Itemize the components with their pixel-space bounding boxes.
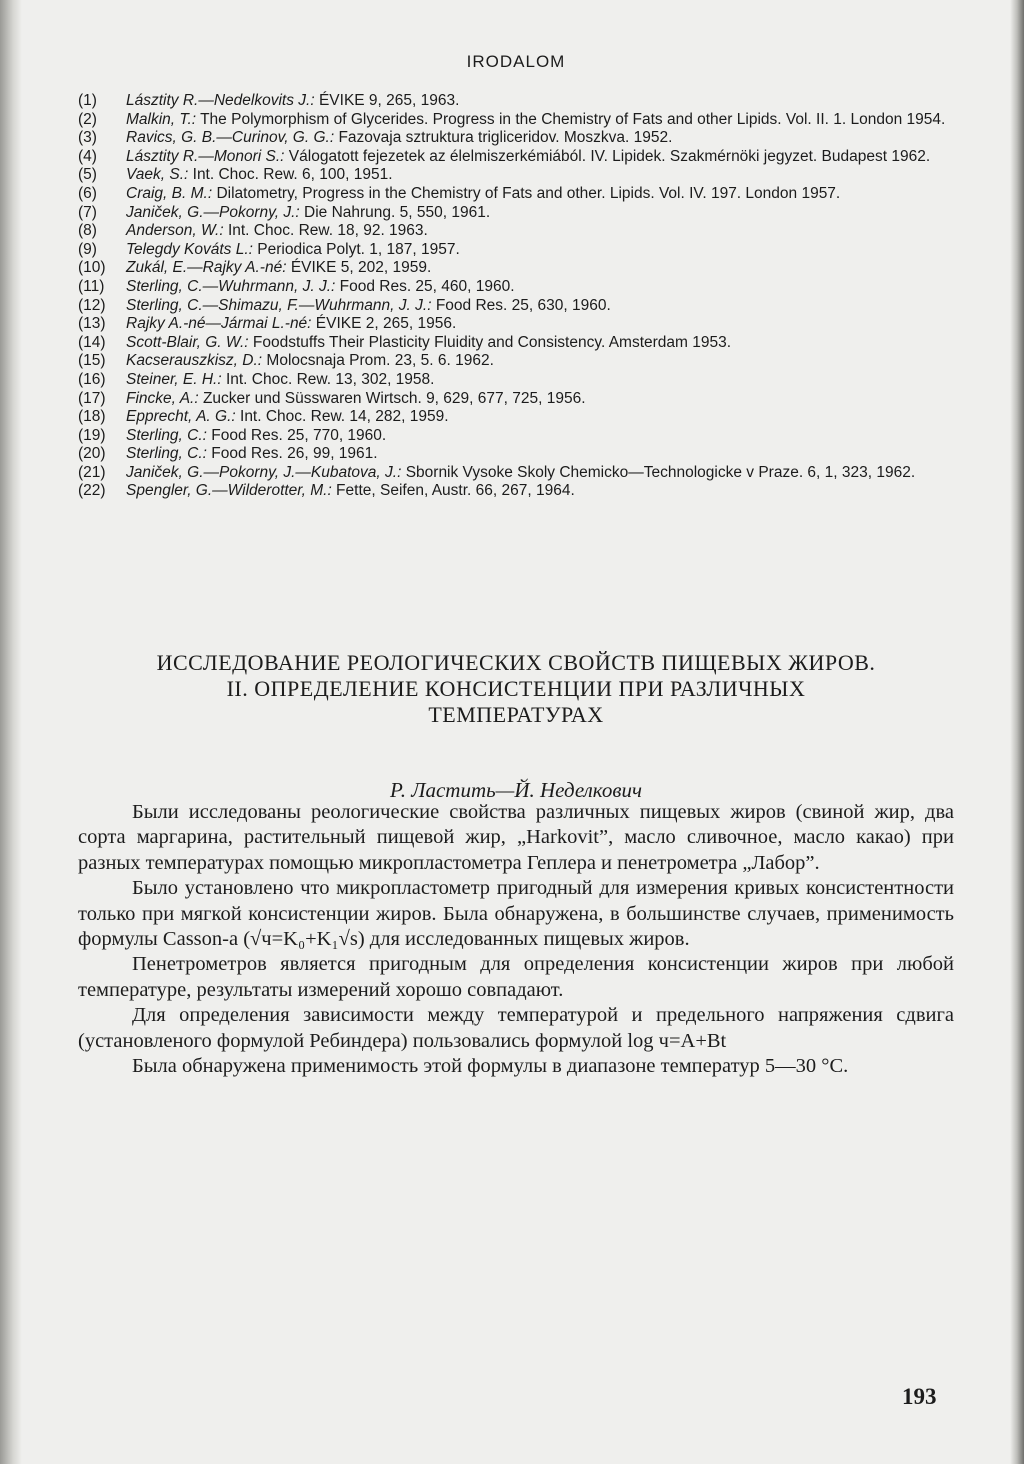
reference-number: (8) [78,222,97,240]
reference-item [78,111,954,130]
reference-item [78,334,954,353]
abstract-paragraph: Для определения зависимости между температурой и предельного напряжения сдвига (установленого формулой Ребиндера) пользовались формулой log ч=A+Bt [78,1004,954,1052]
reference-source: Food Res. 25, 770, 1960. [206,426,387,444]
reference-source: Molocsnaja Prom. 23, 5. 6. 1962. [262,352,494,370]
reference-number: (21) [78,463,106,481]
reference-number: (4) [78,147,97,165]
reference-source: Zucker und Süsswaren Wirtsch. 9, 629, 677, 725, 1956. [198,389,586,407]
reference-authors: Steiner, E. H.: [126,370,222,388]
reference-item [78,166,954,185]
reference-item [78,297,954,316]
reference-source: ÉVIKE 2, 265, 1956. [311,315,457,333]
abstract [78,800,954,1079]
reference-text [126,427,954,446]
reference-text [126,408,954,427]
reference-number: (9) [78,240,97,258]
reference-authors: Kacserauszkisz, D.: [126,352,263,370]
reference-text [126,241,954,260]
reference-item [78,445,954,464]
reference-authors: Janiček, G.—Pokorny, J.: [126,203,300,221]
reference-text [126,185,954,204]
reference-authors: Scott-Blair, G. W.: [126,333,249,351]
article-title [78,650,954,728]
reference-item [78,222,954,241]
reference-text [126,352,954,371]
reference-number: (14) [78,333,106,351]
article-title-line: II. ОПРЕДЕЛЕНИЕ КОНСИСТЕНЦИИ ПРИ РАЗЛИЧНЫХ [226,676,806,701]
reference-item [78,278,954,297]
reference-text [126,111,954,130]
reference-text [126,204,954,223]
reference-item [78,371,954,390]
reference-authors: Lásztity R.—Nedelkovits J.: [126,92,315,109]
reference-authors: Vaek, S.: [126,166,189,184]
reference-authors: Sterling, C.: [126,426,207,444]
reference-source: Válogatott fejezetek az élelmiszerkémiából. IV. Lipidek. Szakmérnöki jegyzet. Budapest 1962. [284,147,931,165]
reference-text [126,390,954,409]
reference-text [126,482,954,501]
scan-right-edge-shadow [1010,0,1024,1464]
reference-authors: Spengler, G.—Wilderotter, M.: [126,482,332,500]
reference-number: (17) [78,389,106,407]
reference-number: (10) [78,259,106,277]
reference-authors: Epprecht, A. G.: [126,408,236,426]
abstract-paragraph: Было установлено что микропластометр пригодный для измерения кривых консистентности только при мягкой консистенции жиров. Была обнаружена, в большинстве случаев, применимость формулы Casson-а (√ч=K₀+K₁√s) для исследованных пищевых жиров. [78,877,954,951]
reference-authors: Sterling, C.—Shimazu, F.—Wuhrmann, J. J.: [126,296,432,314]
scan-left-edge-shadow [0,0,22,1464]
reference-number: (2) [78,110,97,128]
reference-number: (22) [78,482,106,500]
section-title: IRODALOM [466,52,566,71]
reference-number: (12) [78,296,106,314]
reference-text [126,464,954,483]
reference-text [126,92,954,111]
abstract-paragraph: Были исследованы реологические свойства различных пищевых жиров (свиной жир, два сорта маргарина, растительный пищевой жир, „Harkovit”, масло сливочное, масло какао) при разных температурах помощью микропластометра Геплера и пенетрометра „Лабор”. [78,801,954,874]
reference-source: Int. Choc. Rew. 13, 302, 1958. [221,370,435,388]
reference-number: (6) [78,184,97,202]
reference-item [78,390,954,409]
reference-source: Food Res. 25, 630, 1960. [431,296,611,314]
reference-text [126,129,954,148]
reference-item [78,315,954,334]
reference-item [78,241,954,260]
reference-text [126,259,954,278]
reference-item [78,482,954,501]
reference-authors: Rajky A.-né—Jármai L.-né: [126,315,312,333]
reference-text [126,315,954,334]
reference-source: Int. Choc. Rew. 6, 100, 1951. [188,166,393,184]
reference-authors: Sterling, C.—Wuhrmann, J. J.: [126,277,336,295]
reference-source: Int. Choc. Rew. 14, 282, 1959. [235,408,449,426]
article-title-line: ИССЛЕДОВАНИЕ РЕОЛОГИЧЕСКИХ СВОЙСТВ ПИЩЕВЫХ ЖИРОВ. [156,650,876,675]
reference-number: (1) [78,92,97,109]
reference-source: Fette, Seifen, Austr. 66, 267, 1964. [331,482,575,500]
reference-text [126,148,954,167]
reference-source: ÉVIKE 5, 202, 1959. [286,259,432,277]
reference-text [126,278,954,297]
reference-source: ÉVIKE 9, 265, 1963. [314,92,460,109]
reference-text [126,334,954,353]
reference-item [78,129,954,148]
reference-number: (20) [78,445,106,463]
reference-number: (5) [78,166,97,184]
reference-authors: Craig, B. M.: [126,184,213,202]
reference-text [126,166,954,185]
reference-number: (3) [78,129,97,147]
reference-number: (11) [78,277,105,295]
reference-item [78,427,954,446]
article-authors: Р. Ластить—Й. Неделкович [390,778,642,802]
reference-item [78,259,954,278]
reference-item [78,148,954,167]
reference-source: Food Res. 25, 460, 1960. [335,277,515,295]
reference-authors: Telegdy Kováts L.: [126,240,253,258]
reference-authors: Janiček, G.—Pokorny, J.—Kubatova, J.: [126,463,402,481]
reference-number: (18) [78,408,106,426]
reference-source: Food Res. 26, 99, 1961. [206,445,378,463]
reference-source: Die Nahrung. 5, 550, 1961. [299,203,491,221]
reference-number: (16) [78,370,106,388]
reference-item [78,464,954,483]
reference-text [126,445,954,464]
reference-item [78,352,954,371]
reference-text [126,297,954,316]
reference-authors: Lásztity R.—Monori S.: [126,147,285,165]
reference-authors: Fincke, A.: [126,389,199,407]
reference-source: Int. Choc. Rew. 18, 92. 1963. [223,222,428,240]
reference-source: The Polymorphism of Glycerides. Progress in the Chemistry of Fats and other Lipids. Vol. II. 1. London 1954. [196,110,946,128]
reference-source: Foodstuffs Their Plasticity Fluidity and Consistency. Amsterdam 1953. [248,333,732,351]
reference-item [78,204,954,223]
reference-item [78,185,954,204]
reference-authors: Malkin, T.: [126,110,197,128]
reference-number: (13) [78,315,106,333]
page-number: 193 [902,1384,937,1409]
reference-item [78,92,954,111]
abstract-paragraph: Пенетрометров является пригодным для определения консистенции жиров при любой температуре, результаты измерений хорошо совпадают. [78,953,954,1001]
reference-authors: Anderson, W.: [126,222,224,240]
reference-text [126,371,954,390]
reference-source: Periodica Polyt. 1, 187, 1957. [252,240,460,258]
reference-item [78,408,954,427]
reference-source: Sbornik Vysoke Skoly Chemicko—Technologicke v Praze. 6, 1, 323, 1962. [401,463,916,481]
reference-number: (15) [78,352,106,370]
reference-number: (19) [78,426,106,444]
article-title-line: ТЕМПЕРАТУРАХ [428,702,604,727]
reference-number: (7) [78,203,97,221]
reference-list [78,92,954,501]
reference-text [126,222,954,241]
reference-authors: Zukál, E.—Rajky A.-né: [126,259,287,277]
reference-authors: Ravics, G. B.—Curinov, G. G.: [126,129,335,147]
abstract-paragraph: Была обнаружена применимость этой формулы в диапазоне температур 5—30 °C. [132,1055,849,1078]
reference-source: Dilatometry, Progress in the Chemistry of Fats and other. Lipids. Vol. IV. 197. London 1957. [212,184,841,202]
reference-authors: Sterling, C.: [126,445,207,463]
reference-source: Fazovaja sztruktura trigliceridov. Moszkva. 1952. [334,129,673,147]
